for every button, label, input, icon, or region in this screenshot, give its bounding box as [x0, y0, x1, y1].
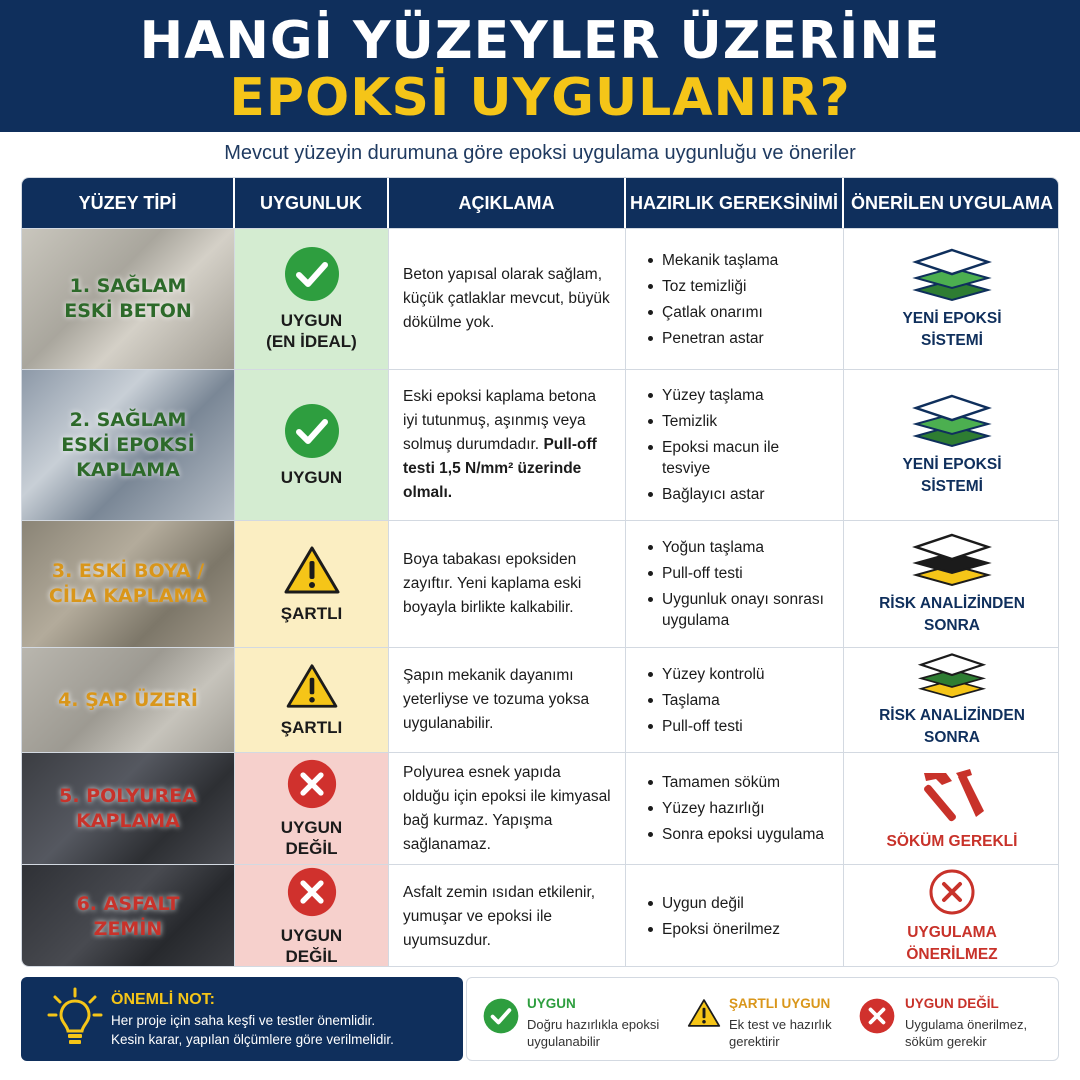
legend-text: Doğru hazırlıkla epoksi uygulanabilir: [527, 1017, 660, 1049]
table-row: [22, 520, 1059, 647]
status-text: UYGUN DEĞİL: [280, 817, 343, 858]
x-circle-icon: [287, 759, 337, 809]
list-item: Tamamen söküm: [648, 772, 824, 793]
layers-icon: [915, 651, 989, 699]
preparation-cell: [626, 648, 844, 752]
layers-icon: [912, 531, 992, 587]
table-row: [22, 228, 1059, 369]
list-item: Penetran astar: [648, 328, 778, 349]
list-item: Mekanik taşlama: [648, 250, 778, 271]
preparation-cell: [626, 370, 844, 520]
preparation-list: [648, 659, 765, 742]
status-text: UYGUN: [280, 467, 343, 487]
recommendation-text: YENİ EPOKSİ SİSTEMİ: [902, 310, 1002, 349]
recommendation-text: YENİ EPOKSİ SİSTEMİ: [902, 456, 1002, 495]
hammer-icon: [912, 765, 992, 825]
list-item: Temizlik: [648, 411, 829, 432]
list-item: Yüzey taşlama: [648, 385, 829, 406]
recommendation-text: UYGULAMA ÖNERİLMEZ: [906, 923, 998, 963]
preparation-list: [648, 532, 829, 636]
status-cell: [235, 865, 389, 967]
recommendation-cell: [844, 753, 1059, 864]
description-cell: Asfalt zemin ısıdan etkilenir, yumuşar ve epoksi ile uyumsuzdur.: [389, 865, 626, 967]
recommendation-text: RİSK ANALİZİNDEN SONRA: [879, 707, 1025, 746]
note-line-2: Kesin karar, yapılan ölçümlere göre verilmelidir.: [111, 1032, 394, 1047]
list-item: Toz temizliği: [648, 276, 778, 297]
preparation-list: [648, 245, 778, 354]
check-circle-icon: [483, 998, 519, 1034]
legend-title: ŞARTLI UYGUN: [729, 996, 831, 1011]
recommendation-text: SÖKÜM GEREKLİ: [886, 832, 1018, 850]
pull-off-note: Pull-off testi 1,5 N/mm² üzerinde olmalı.: [403, 436, 597, 501]
recommendation-cell: [844, 521, 1059, 647]
title-line-2: EPOKSİ UYGULANIR?: [229, 68, 851, 128]
status-cell: [235, 370, 389, 520]
list-item: Yoğun taşlama: [648, 537, 829, 558]
surface-cell: [22, 753, 235, 864]
list-item: Çatlak onarımı: [648, 302, 778, 323]
list-item: Epoksi önerilmez: [648, 919, 780, 940]
page-header: [0, 0, 1080, 132]
description-cell: Şapın mekanik dayanımı yeterliyse ve tozuma yoksa uygulanabilir.: [389, 648, 626, 752]
surface-cell: [22, 521, 235, 647]
note-title: ÖNEMLİ NOT:: [111, 991, 215, 1008]
list-item: Pull-off testi: [648, 563, 829, 584]
surface-table: [21, 177, 1059, 967]
check-circle-icon: [284, 403, 340, 459]
table-row: [22, 647, 1059, 752]
layers-icon: [912, 392, 992, 448]
status-text: UYGUN DEĞİL: [280, 925, 343, 966]
status-cell: [235, 521, 389, 647]
legend-title: UYGUN: [527, 996, 576, 1011]
table-header: [22, 178, 1059, 228]
legend-item-conditional: [687, 978, 857, 1062]
recommendation-cell: [844, 865, 1059, 967]
status-cell: [235, 229, 389, 369]
header-recommendation: ÖNERİLEN UYGULAMA: [851, 193, 1053, 213]
recommendation-cell: [844, 229, 1059, 369]
x-circle-icon: [859, 998, 895, 1034]
lightbulb-icon: [47, 987, 103, 1051]
surface-cell: [22, 865, 235, 967]
preparation-cell: [626, 229, 844, 369]
status-cell: [235, 753, 389, 864]
list-item: Yüzey hazırlığı: [648, 798, 824, 819]
status-cell: [235, 648, 389, 752]
legend-text: Ek test ve hazırlık gerektirir: [729, 1017, 832, 1049]
table-row: [22, 864, 1059, 967]
header-suitability: UYGUNLUK: [235, 178, 389, 228]
title-line-1: HANGİ YÜZEYLER ÜZERİNE: [139, 11, 941, 71]
important-note: [21, 977, 463, 1061]
recommendation-text: RİSK ANALİZİNDEN SONRA: [879, 595, 1025, 634]
legend-title: UYGUN DEĞİL: [905, 996, 999, 1011]
table-row: [22, 369, 1059, 520]
warning-triangle-icon: [687, 998, 721, 1028]
recommendation-cell: [844, 648, 1059, 752]
status-text: ŞARTLI: [280, 717, 343, 737]
description-cell: Beton yapısal olarak sağlam, küçük çatlaklar mevcut, büyük dökülme yok.: [389, 229, 626, 369]
x-circle-icon: [287, 867, 337, 917]
status-text: UYGUN (EN İDEAL): [266, 311, 357, 351]
preparation-list: [648, 380, 829, 510]
legend-text: Uygulama önerilmez, söküm gerekir: [905, 1017, 1028, 1049]
list-item: Pull-off testi: [648, 716, 765, 737]
warning-triangle-icon: [285, 663, 339, 709]
surface-cell: [22, 229, 235, 369]
legend-item-not-ok: [859, 978, 1055, 1062]
preparation-list: [648, 767, 824, 850]
preparation-cell: [626, 753, 844, 864]
list-item: Bağlayıcı astar: [648, 484, 829, 505]
x-circle-icon: [928, 868, 976, 916]
status-text: ŞARTLI: [280, 603, 343, 623]
surface-label: 3. ESKİ BOYA / CİLA KAPLAMA: [48, 560, 208, 607]
list-item: Uygun değil: [648, 893, 780, 914]
description-cell: Polyurea esnek yapıda olduğu için epoksi ile kimyasal bağ kurmaz. Yapışma sağlanamaz.: [389, 753, 626, 864]
description-cell: Eski epoksi kaplama betona iyi tutunmuş, aşınmış veya solmuş durumdadır. Pull-off testi 1,5 N/mm² üzerinde olmalı.: [389, 370, 626, 520]
surface-cell: [22, 648, 235, 752]
recommendation-cell: [844, 370, 1059, 520]
list-item: Uygunluk onayı sonrası uygulama: [648, 589, 829, 631]
legend: [466, 977, 1059, 1061]
note-line-1: Her proje için saha keşfi ve testler önemlidir.: [111, 1013, 376, 1028]
legend-item-ok: [483, 978, 673, 1062]
preparation-list: [648, 888, 780, 945]
warning-triangle-icon: [283, 545, 341, 595]
surface-label: 6. ASFALT ZEMİN: [76, 892, 180, 940]
surface-label: 5. POLYUREA KAPLAMA: [59, 784, 197, 832]
surface-cell: [22, 370, 235, 520]
header-description: AÇIKLAMA: [389, 178, 626, 228]
subtitle: Mevcut yüzeyin durumuna göre epoksi uygulama uygunluğu ve öneriler: [224, 142, 856, 164]
list-item: Yüzey kontrolü: [648, 664, 765, 685]
list-item: Epoksi macun ile tesviye: [648, 437, 829, 479]
header-surface-type: YÜZEY TİPİ: [22, 178, 235, 228]
surface-label: 4. ŞAP ÜZERİ: [58, 688, 198, 711]
surface-label: 1. SAĞLAM ESKİ BETON: [64, 275, 192, 322]
preparation-cell: [626, 865, 844, 967]
table-row: [22, 752, 1059, 864]
header-preparation: HAZIRLIK GEREKSİNİMİ: [626, 178, 844, 228]
preparation-cell: [626, 521, 844, 647]
list-item: Sonra epoksi uygulama: [648, 824, 824, 845]
description-cell: Boya tabakası epoksiden zayıftır. Yeni kaplama eski boyayla birlikte kalkabilir.: [389, 521, 626, 647]
check-circle-icon: [284, 246, 340, 302]
list-item: Taşlama: [648, 690, 765, 711]
surface-label: 2. SAĞLAM ESKİ EPOKSİ KAPLAMA: [61, 408, 195, 481]
layers-icon: [912, 246, 992, 302]
